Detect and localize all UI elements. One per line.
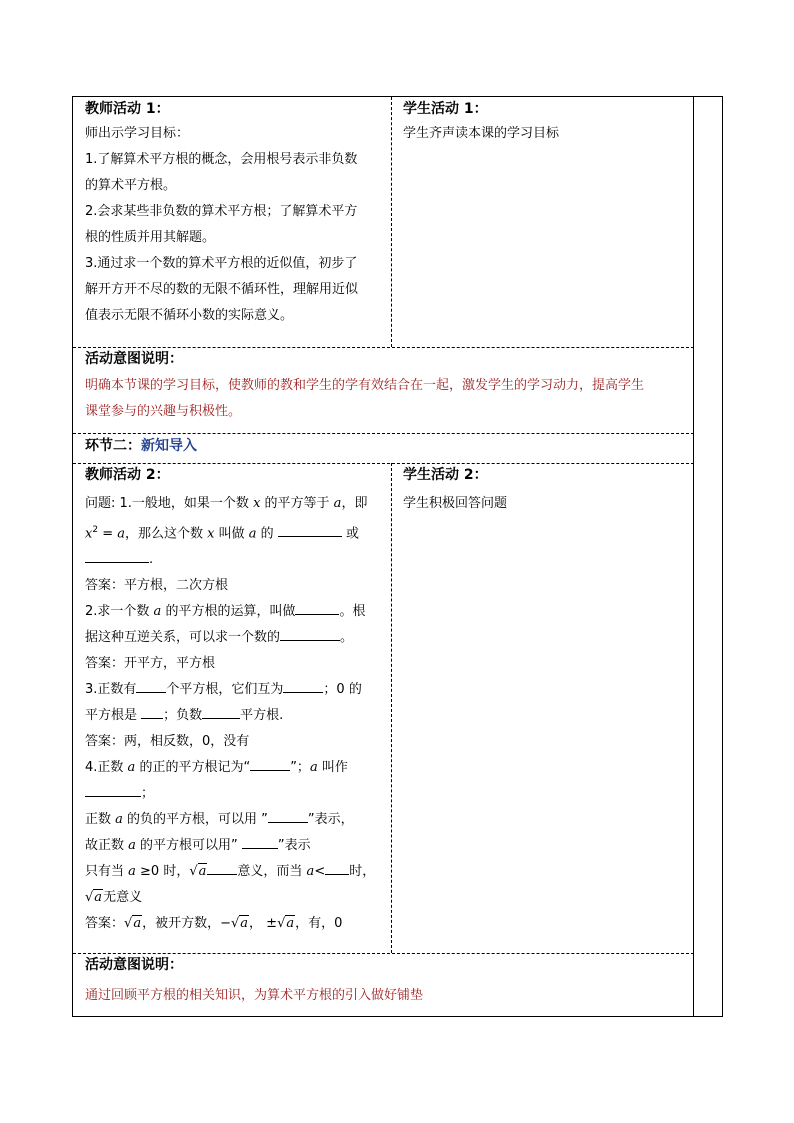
intent-1-line: 课堂参与的兴趣与积极性。	[85, 404, 242, 419]
answer-2: 答案：开平方，平方根	[85, 656, 216, 672]
lesson-table	[72, 96, 723, 1017]
teacher-line: 根的性质并用其解题。	[85, 230, 216, 245]
table-content-column	[73, 97, 694, 1016]
intent-2-title: 活动意图说明：	[85, 957, 183, 973]
student-activity-1	[391, 99, 694, 147]
answer-blank	[280, 626, 340, 641]
sqrt-a: √a	[230, 916, 249, 932]
teacher-line: 的算术平方根。	[85, 178, 177, 193]
answer-blank	[242, 834, 278, 849]
student-activity-2-title: 学生活动 2：	[403, 467, 488, 483]
student-activity-2-text: 学生积极回答问题	[403, 496, 508, 511]
answer-1: 答案：平方根，二次方根	[85, 578, 229, 594]
answer-3: 答案：两，相反数，0，没有	[85, 734, 250, 750]
teacher-activity-1-title: 教师活动 1：	[85, 101, 170, 117]
sqrt-a: √a	[85, 890, 103, 906]
answer-blank	[202, 704, 240, 719]
row-divider	[73, 347, 694, 348]
answer-blank	[250, 756, 290, 771]
section-2-name: 新知导入	[141, 438, 197, 454]
student-activity-1-text: 学生齐声读本课的学习目标	[403, 126, 560, 141]
question-1-line-2: $x^2 = a$，那么这个数 x 叫做 a 的 或	[85, 517, 391, 547]
section-2-prefix: 环节二：	[85, 438, 141, 454]
question-4-line-3: 正数 a 的负的平方根，可以用 ” ”表示，	[85, 807, 391, 833]
question-2-line-2: 据这种互逆关系，可以求一个数的 。	[85, 625, 391, 651]
question-4-line-1: 4.正数 a 的正的平方根记为“ ”；a 叫作	[85, 755, 391, 781]
teacher-line: 2.会求某些非负数的算术平方根；了解算术平方	[85, 204, 358, 219]
teacher-activity-2-title: 教师活动 2：	[85, 467, 170, 483]
question-5-line-1: 只有当 a ≥0 时，√a 意义，而当 a< 时，	[85, 859, 391, 885]
question-5-line-2: √a无意义	[85, 890, 143, 906]
column-divider	[391, 463, 392, 953]
student-activity-1-title: 学生活动 1：	[403, 101, 488, 117]
question-4-line-2: ；	[85, 781, 391, 807]
sqrt-a: √a	[124, 916, 142, 932]
answer-4: 答案：√a，被开方数，−√a， ±√a，有，0	[85, 916, 343, 932]
question-1-line-3: .	[85, 547, 391, 573]
question-1-line-1: 问题: 1.一般地，如果一个数 x 的平方等于 a，即	[85, 496, 368, 511]
intent-1-line: 明确本节课的学习目标，使教师的教和学生的学有效结合在一起，激发学生的学习动力，提高学生	[85, 378, 645, 393]
answer-blank	[85, 782, 141, 797]
answer-blank	[278, 522, 342, 537]
intent-1	[73, 349, 694, 425]
sqrt-a: √a	[189, 864, 207, 880]
row-divider	[73, 953, 694, 954]
answer-blank	[283, 678, 323, 693]
intent-1-title: 活动意图说明：	[85, 351, 183, 367]
teacher-line: 师出示学习目标：	[85, 126, 190, 141]
teacher-line: 值表示无限不循环小数的实际意义。	[85, 308, 294, 323]
answer-blank	[136, 678, 166, 693]
teacher-line: 解开方开不尽的数的无限不循环性，理解用近似	[85, 282, 359, 297]
question-3-line-1: 3.正数有 个平方根，它们互为 ；0 的	[85, 677, 391, 703]
teacher-activity-1	[73, 99, 391, 329]
answer-blank	[207, 860, 237, 875]
student-activity-2	[391, 465, 694, 517]
row-divider	[73, 463, 694, 464]
intent-2	[73, 955, 694, 1009]
question-4-line-4: 故正数 a 的平方根可以用” ”表示	[85, 833, 391, 859]
answer-blank	[295, 600, 339, 615]
teacher-activity-2	[73, 465, 391, 937]
teacher-line: 3.通过求一个数的算术平方根的近似值，初步了	[85, 256, 358, 271]
sqrt-a: √a	[277, 916, 295, 932]
answer-blank	[325, 860, 349, 875]
intent-2-text: 通过回顾平方根的相关知识，为算术平方根的引入做好铺垫	[85, 988, 424, 1003]
row-divider	[73, 433, 694, 434]
section-2-header	[73, 435, 694, 456]
answer-blank	[268, 808, 308, 823]
answer-blank	[141, 704, 163, 719]
question-2-line-1: 2.求一个数 a 的平方根的运算，叫做 。根	[85, 599, 391, 625]
teacher-line: 1.了解算术平方根的概念，会用根号表示非负数	[85, 152, 358, 167]
question-3-line-2: 平方根是 ；负数 平方根.	[85, 703, 391, 729]
answer-blank	[85, 548, 149, 563]
